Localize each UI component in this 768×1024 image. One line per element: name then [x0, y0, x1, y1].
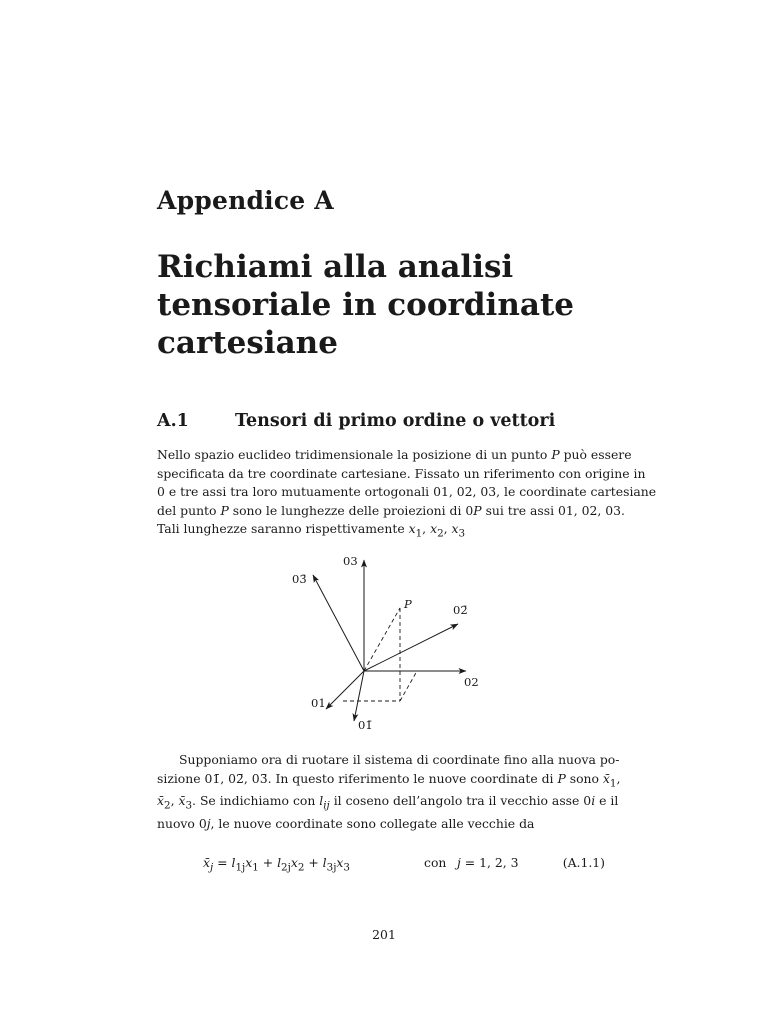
projection-line: [400, 671, 417, 701]
paragraph-line: 0 e tre assi tra loro mutuamente ortogonali 01, 02, 03, le coordinate cartesiane: [157, 484, 657, 499]
axis-02bar: [364, 624, 458, 671]
section-title: Tensori di primo ordine o vettori: [235, 411, 556, 431]
chapter-title-line: tensoriale in coordinate: [157, 287, 574, 323]
paragraph-line: $x̄_2$, $x̄_3$. Se indichiamo con $l_{ij}$ il coseno dell’angolo tra il vecchio asse 0i e il: [157, 793, 619, 812]
page-number: 201: [372, 927, 396, 942]
coordinate-axes-figure: [290, 550, 490, 740]
axis-03bar: [313, 575, 364, 671]
paragraph-line: nuovo 0j, le nuove coordinate sono collegate alle vecchie da: [157, 816, 535, 832]
axis-01bar: [354, 671, 364, 721]
equation-expression: $x̄_j = l_{1j}x_1 + l_{2j}x_2 + l_{3j}x_3$: [203, 855, 350, 874]
label-03: 03: [343, 554, 358, 568]
chapter-title: [157, 248, 627, 362]
section-number: A.1: [157, 411, 189, 431]
label-01: 01: [311, 696, 326, 710]
equation-number: (A.1.1): [562, 855, 605, 870]
paragraph-line: Supponiamo ora di ruotare il sistema di coordinate fino alla nuova po-: [179, 752, 620, 767]
paragraph-intro: [157, 446, 657, 543]
equation-range: j = 1, 2, 3: [457, 855, 519, 870]
paragraph-line: Tali lunghezze saranno rispettivamente $x_1$, $x_2$, $x_3$: [157, 521, 466, 540]
label-03bar: 03̄: [292, 572, 307, 586]
paragraph-rotation: [157, 751, 621, 834]
paragraph-line: del punto P sono le lunghezze delle proiezioni di 0P sui tre assi 01, 02, 03.: [157, 502, 625, 518]
equation-A-1-1: [157, 855, 605, 875]
label-02: 02: [464, 675, 479, 689]
label-01bar: 01̄: [358, 718, 373, 732]
appendix-label: Appendice A: [157, 186, 334, 215]
paragraph-line: specificata da tre coordinate cartesiane. Fissato un riferimento con origine in: [157, 465, 646, 481]
chapter-title-line: Richiami alla analisi: [157, 249, 514, 285]
paragraph-line: sizione 01̄, 02̄, 03̄. In questo riferimento le nuove coordinate di P sono $x̄_1$,: [157, 770, 621, 789]
label-P: P: [404, 597, 412, 611]
axis-01: [326, 671, 364, 709]
section-heading: [157, 411, 555, 431]
paragraph-line: Nello spazio euclideo tridimensionale la posizione di un punto P può essere: [157, 447, 632, 462]
chapter-title-line: cartesiane: [157, 325, 338, 361]
equation-con: con: [424, 855, 447, 870]
label-02bar: 02̄: [453, 603, 468, 617]
